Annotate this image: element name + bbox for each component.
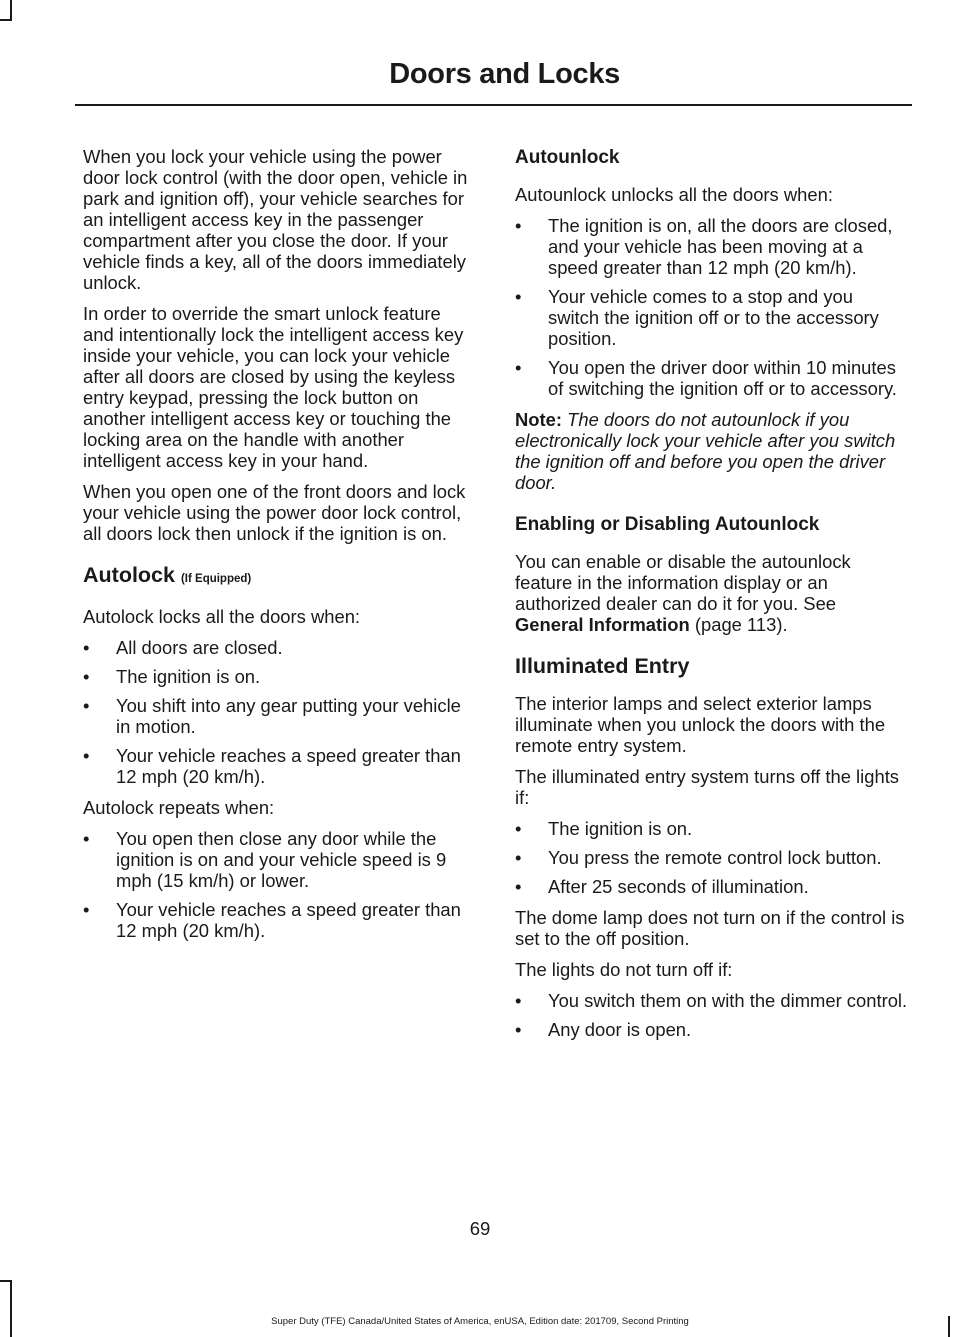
illuminated-paragraph-2: The illuminated entry system turns off the lights if:	[515, 766, 899, 808]
repeats-intro: Autolock repeats when:	[83, 797, 275, 818]
list-item	[83, 695, 476, 737]
list-item-text: Your vehicle reaches a speed greater than 12 mph (20 km/h).	[116, 899, 461, 941]
list-item-text: You open the driver door within 10 minutes of switching the ignition off or to accessory.	[548, 357, 897, 399]
right-column	[515, 146, 908, 1050]
enabling-text: You can enable or disable the autounlock feature in the information display or an authorized dealer can do it for you. See	[515, 551, 851, 614]
list-item	[83, 745, 476, 787]
list-item	[515, 286, 908, 349]
crop-mark-top-left-vertical	[10, 0, 12, 20]
list-item	[83, 828, 476, 891]
note-label: Note:	[515, 409, 562, 430]
list-item	[515, 357, 908, 399]
list-item	[515, 215, 908, 278]
autolock-qualifier: (If Equipped)	[180, 573, 252, 585]
note-text: The doors do not autounlock if you electronically lock your vehicle after you switch the ignition off and before you open the driver door.	[515, 409, 896, 493]
page-title: Doors and Locks	[389, 58, 620, 90]
intro-paragraph-2: In order to override the smart unlock feature and intentionally lock the intelligent access key inside your vehicle, you can lock your vehicle after all doors are closed by using the keyless entry keypad, pressing the lock button on another intelligent access key or touching the locking area on the handle with another intelligent access key in your hand.	[83, 303, 464, 471]
intro-paragraph-1: When you lock your vehicle using the power door lock control (with the door open, vehicle in park and ignition off), your vehicle searches for an intelligent access key in the passenger compartment after you close the door. If your vehicle finds a key, all of the doors immediately unlock.	[83, 146, 468, 293]
list-item-text: You switch them on with the dimmer control.	[548, 990, 908, 1011]
bullet: •	[83, 828, 90, 849]
list-item-text: The ignition is on.	[116, 666, 261, 687]
page-reference: (page 113).	[694, 614, 788, 635]
list-item	[515, 1019, 908, 1040]
bullet: •	[515, 847, 522, 868]
autounlock-list	[515, 215, 908, 399]
bullet: •	[515, 357, 522, 378]
autounlock-intro: Autounlock unlocks all the doors when:	[515, 184, 833, 205]
list-item	[83, 899, 476, 941]
bullet: •	[515, 286, 522, 307]
list-item-text: You press the remote control lock button.	[548, 847, 882, 868]
illuminated-entry-heading: Illuminated Entry	[515, 654, 690, 678]
repeats-list	[83, 828, 476, 941]
page-number: 69	[469, 1218, 491, 1239]
left-column	[83, 146, 476, 951]
illuminated-paragraph-1: The interior lamps and select exterior lamps illuminate when you unlock the doors with the remote entry system.	[515, 693, 886, 756]
intro-paragraph-3: When you open one of the front doors and lock your vehicle using the power door lock control, all doors lock then unlock if the ignition is on.	[83, 481, 466, 544]
crop-mark-top-left-horizontal	[0, 19, 12, 21]
enabling-paragraph	[515, 551, 908, 635]
header-rule	[75, 104, 912, 106]
list-item	[515, 876, 908, 897]
list-item-text: All doors are closed.	[116, 637, 283, 658]
bullet: •	[83, 745, 90, 766]
dome-lamp-paragraph: The dome lamp does not turn on if the control is set to the off position.	[515, 907, 905, 949]
list-item	[515, 847, 908, 868]
bullet: •	[83, 899, 90, 920]
bullet: •	[515, 990, 522, 1011]
autolock-heading-text: Autolock	[83, 563, 175, 587]
list-item-text: Your vehicle reaches a speed greater than 12 mph (20 km/h).	[116, 745, 461, 787]
lights-off-list	[515, 818, 908, 897]
list-item	[515, 818, 908, 839]
autolock-intro: Autolock locks all the doors when:	[83, 606, 361, 627]
list-item	[515, 990, 908, 1011]
bullet: •	[515, 215, 522, 236]
general-information-link[interactable]: General Information	[515, 614, 690, 635]
bullet: •	[515, 818, 522, 839]
bullet: •	[83, 637, 90, 658]
list-item-text: You open then close any door while the ignition is on and your vehicle speed is 9 mph (15 km/h) or lower.	[116, 828, 447, 891]
list-item-text: The ignition is on.	[548, 818, 693, 839]
note	[515, 409, 908, 493]
autolock-heading	[83, 562, 476, 592]
lights-not-off-intro: The lights do not turn off if:	[515, 959, 733, 980]
lights-not-off-list	[515, 990, 908, 1040]
autolock-list	[83, 637, 476, 787]
list-item	[83, 666, 476, 687]
crop-mark-bottom-left-vertical	[10, 1280, 12, 1337]
list-item-text: You shift into any gear putting your vehicle in motion.	[116, 695, 461, 737]
bullet: •	[515, 1019, 522, 1040]
list-item-text: Any door is open.	[548, 1019, 692, 1040]
list-item-text: Your vehicle comes to a stop and you switch the ignition off or to the accessory position.	[548, 286, 879, 349]
autounlock-heading: Autounlock	[515, 147, 620, 168]
crop-mark-bottom-left-horizontal	[0, 1280, 12, 1282]
bullet: •	[83, 666, 90, 687]
edition-footer: Super Duty (TFE) Canada/United States of America, enUSA, Edition date: 201709, Second Printing	[271, 1316, 689, 1327]
bullet: •	[515, 876, 522, 897]
enabling-heading: Enabling or Disabling Autounlock	[515, 514, 820, 535]
list-item-text: The ignition is on, all the doors are closed, and your vehicle has been moving at a speed greater than 12 mph (20 km/h).	[548, 215, 893, 278]
bullet: •	[83, 695, 90, 716]
list-item-text: After 25 seconds of illumination.	[548, 876, 809, 897]
list-item	[83, 637, 476, 658]
